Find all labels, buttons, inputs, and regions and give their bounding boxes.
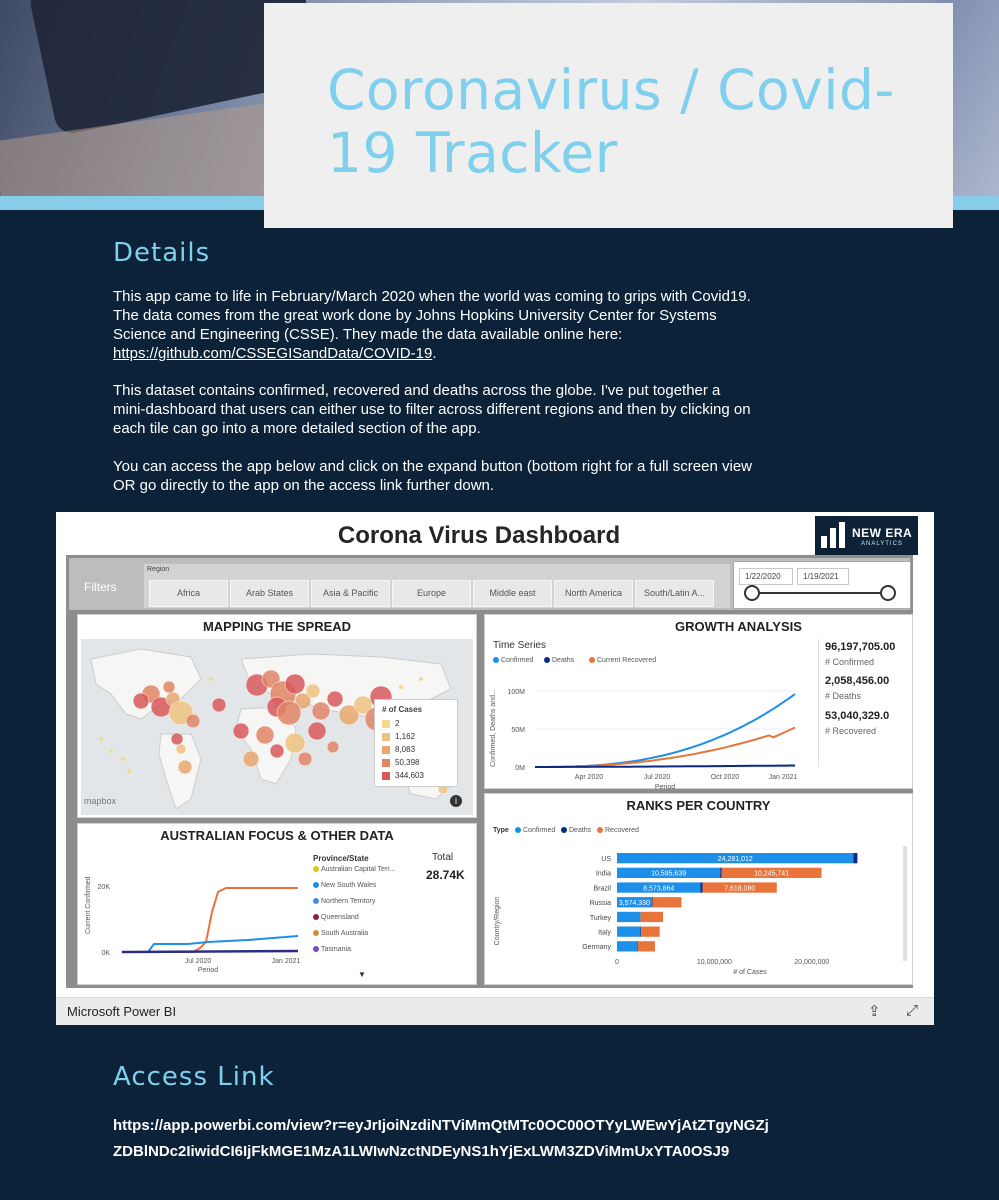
map-bubble bbox=[133, 693, 149, 709]
ranks-y-axis-label: Country/Region bbox=[494, 896, 501, 946]
aus-legend-item[interactable]: Australian Capital Terr... bbox=[313, 866, 395, 873]
ranks-bar-label: 10,595,639 bbox=[651, 870, 687, 878]
aus-legend-item[interactable]: Northern Territory bbox=[313, 898, 375, 905]
region-button-europe[interactable]: Europe bbox=[392, 580, 471, 607]
growth-y-axis-label: Confirmed, Deaths and... bbox=[490, 689, 497, 767]
map-bubble bbox=[243, 751, 259, 767]
map-bubble bbox=[212, 698, 226, 712]
kpi-deaths-value: 2,058,456.00 bbox=[825, 675, 890, 687]
map-legend-swatch bbox=[382, 759, 390, 767]
filters-label: Filters bbox=[84, 580, 117, 594]
details-paragraph-3: You can access the app below and click on the expand button (bottom right for a full screen view OR go directly to the app on the access link further down. bbox=[113, 458, 752, 494]
ranks-bar-label: 7,618,080 bbox=[724, 885, 756, 893]
title-card bbox=[264, 3, 953, 228]
ranks-bar-confirmed bbox=[617, 941, 637, 951]
ranks-category-label: Brazil bbox=[593, 885, 611, 893]
aus-line-nsw bbox=[122, 936, 298, 952]
map-bubble bbox=[277, 701, 301, 725]
map-title: MAPPING THE SPREAD bbox=[202, 619, 352, 634]
kpi-recovered-value: 53,040,329.0 bbox=[825, 710, 890, 722]
aus-line-others bbox=[122, 951, 298, 952]
growth-legend-item: Deaths bbox=[544, 657, 574, 664]
details-p1-after: . bbox=[432, 345, 437, 362]
aus-legend-item[interactable]: Tasmania bbox=[313, 946, 351, 953]
aus-total-label: Total bbox=[432, 852, 454, 863]
map-bubble bbox=[270, 744, 284, 758]
map-bubble bbox=[308, 722, 326, 740]
ranks-bar-label: 8,573,864 bbox=[643, 885, 675, 893]
access-link-url[interactable]: https://app.powerbi.com/view?r=eyJrIjoiNzdiNTViMmQtMTc0OC00OTYyLWEwYjAtZTgyNGZjZDBlNDc2IiwidCI6IjFkMGE1MzA1LWIwNzctNDEyNS1hYjExLWM3ZDViMmUxYTA0OSJ9 bbox=[113, 1117, 769, 1160]
dashboard-title: Corona Virus Dashboard bbox=[337, 522, 621, 549]
map-bubble bbox=[256, 726, 274, 744]
ranks-bar-deaths bbox=[640, 927, 641, 937]
growth-y-tick: 50M bbox=[511, 727, 525, 734]
map-legend-label: 8,083 bbox=[395, 745, 416, 754]
ranks-bar-recovered bbox=[638, 941, 655, 951]
aus-x-tick: Jul 2020 bbox=[184, 958, 212, 965]
ranks-bar-confirmed bbox=[617, 912, 640, 922]
kpi-confirmed-value: 96,197,705.00 bbox=[825, 641, 896, 653]
map-bubble-small bbox=[127, 769, 131, 773]
region-button-north-america[interactable]: North America bbox=[554, 580, 633, 607]
aus-y-tick: 0K bbox=[101, 950, 110, 957]
kpi-deaths-label: # Deaths bbox=[825, 691, 862, 701]
ranks-x-tick: 0 bbox=[615, 959, 619, 966]
aus-total-value: 28.74K bbox=[426, 868, 465, 882]
ranks-legend-item: Recovered bbox=[597, 827, 639, 834]
access-link-heading: Access Link bbox=[113, 1062, 275, 1092]
map-bubble-small bbox=[109, 749, 113, 753]
growth-x-tick: Jan 2021 bbox=[768, 774, 798, 781]
ranks-bar-label: 10,245,741 bbox=[754, 870, 790, 878]
map-bubble bbox=[327, 691, 343, 707]
new-era-logo bbox=[815, 516, 918, 555]
page-title: Coronavirus / Covid-19 Tracker bbox=[327, 58, 895, 185]
ranks-bar-label: 24,281,012 bbox=[717, 856, 753, 863]
ranks-category-label: Germany bbox=[582, 944, 611, 952]
map-bubble bbox=[327, 741, 339, 753]
ranks-bar-deaths bbox=[720, 868, 721, 878]
growth-line-chart[interactable] bbox=[485, 667, 805, 792]
aus-y-axis-label: Current Confirmed bbox=[85, 876, 92, 934]
map-legend-label: 2 bbox=[395, 719, 400, 728]
map-bubble bbox=[285, 733, 305, 753]
growth-line-recovered bbox=[535, 728, 795, 768]
region-button-middle-east[interactable]: Middle east bbox=[473, 580, 552, 607]
ranks-bar-chart[interactable] bbox=[485, 839, 905, 984]
map-bubble-small bbox=[209, 677, 213, 681]
ranks-bar-deaths bbox=[854, 853, 858, 863]
map-bubble bbox=[178, 760, 192, 774]
australian-focus-panel[interactable] bbox=[77, 823, 477, 985]
powerbi-embed[interactable] bbox=[56, 512, 934, 1025]
growth-legend-item: Confirmed bbox=[493, 657, 533, 664]
map-bubble bbox=[176, 744, 186, 754]
powerbi-footer bbox=[56, 997, 934, 1025]
map-bubble-small bbox=[121, 757, 125, 761]
ranks-x-tick: 10,000,000 bbox=[696, 959, 732, 966]
date-slider-start-handle[interactable] bbox=[744, 585, 760, 601]
region-button-arab-states[interactable]: Arab States bbox=[230, 580, 309, 607]
map-bubble-small bbox=[419, 677, 423, 681]
growth-line-confirmed bbox=[535, 694, 795, 767]
growth-y-tick: 100M bbox=[507, 689, 525, 696]
map-bubble bbox=[163, 681, 175, 693]
ranks-category-label: Russia bbox=[589, 900, 611, 908]
map-legend-swatch bbox=[382, 772, 390, 780]
ranks-category-label: India bbox=[595, 870, 611, 878]
ranks-title: RANKS PER COUNTRY bbox=[626, 798, 771, 813]
ranks-category-label: Turkey bbox=[589, 914, 611, 922]
share-icon[interactable]: ⇪ bbox=[868, 1003, 881, 1020]
map-bubble bbox=[298, 752, 312, 766]
details-paragraph-1 bbox=[113, 287, 753, 363]
dashboard-frame bbox=[66, 555, 913, 988]
ranks-legend-item: Confirmed bbox=[515, 827, 555, 834]
kpi-confirmed-label: # Confirmed bbox=[825, 657, 875, 667]
growth-x-tick: Oct 2020 bbox=[710, 774, 740, 781]
aus-legend-item[interactable]: New South Wales bbox=[313, 882, 376, 889]
ranks-legend-item: Deaths bbox=[561, 827, 591, 834]
ranks-x-axis-label: # of Cases bbox=[733, 969, 767, 976]
ranks-bar-confirmed bbox=[617, 927, 640, 937]
aus-x-tick: Jan 2021 bbox=[271, 958, 301, 965]
map-panel[interactable] bbox=[77, 614, 477, 818]
growth-analysis-panel[interactable] bbox=[484, 614, 913, 789]
aus-y-tick: 20K bbox=[97, 884, 110, 891]
map-legend-label: 50,398 bbox=[395, 758, 420, 767]
region-label: Region bbox=[147, 566, 170, 573]
region-button-africa[interactable]: Africa bbox=[149, 580, 228, 607]
region-button-asia-pacific[interactable]: Asia & Pacific bbox=[311, 580, 390, 607]
ranks-category-label: Italy bbox=[598, 929, 611, 937]
ranks-bar-deaths bbox=[652, 897, 653, 907]
map-legend-label: 344,603 bbox=[395, 771, 424, 780]
aus-line-chart[interactable] bbox=[78, 852, 303, 982]
details-heading: Details bbox=[113, 238, 211, 268]
date-start-field[interactable]: 1/22/2020 bbox=[739, 568, 793, 585]
filters-bar bbox=[69, 558, 910, 610]
map-bubble-small bbox=[99, 737, 103, 741]
map-bubble-small bbox=[399, 685, 403, 689]
ranks-x-tick: 20,000,000 bbox=[794, 959, 830, 966]
growth-y-tick: 0M bbox=[515, 765, 525, 772]
date-slider-track[interactable] bbox=[752, 592, 886, 594]
growth-x-tick: Apr 2020 bbox=[574, 774, 604, 781]
ranks-scrollbar[interactable] bbox=[903, 846, 907, 961]
aus-legend-item[interactable]: South Australia bbox=[313, 930, 368, 937]
info-icon[interactable]: i bbox=[450, 795, 462, 807]
growth-title: GROWTH ANALYSIS bbox=[675, 619, 802, 634]
map-bubble bbox=[186, 714, 200, 728]
map-legend bbox=[374, 699, 458, 787]
map-legend-swatch bbox=[382, 746, 390, 754]
growth-legend-item: Current Recovered bbox=[589, 657, 656, 664]
kpi-divider bbox=[818, 639, 819, 767]
growth-x-tick: Jul 2020 bbox=[643, 774, 671, 781]
aus-title: AUSTRALIAN FOCUS & OTHER DATA bbox=[160, 828, 394, 843]
date-end-field[interactable]: 1/19/2021 bbox=[797, 568, 849, 585]
map-bubble bbox=[306, 684, 320, 698]
ranks-legend-title: Type bbox=[493, 827, 509, 834]
ranks-bar-recovered bbox=[641, 912, 663, 922]
growth-x-axis-label: Period bbox=[654, 784, 676, 791]
kpi-recovered-label: # Recovered bbox=[825, 726, 877, 736]
expand-icon[interactable]: ⤢ bbox=[906, 1002, 919, 1019]
map-bubble bbox=[233, 723, 249, 739]
ranks-bar-recovered bbox=[652, 897, 681, 907]
details-paragraph-2: This dataset contains confirmed, recovered and deaths across the globe. I've put together a mini-dashboard that users can either use to filter across different regions and then by clicking on each tile can go into a more detailed section of the app. bbox=[113, 382, 751, 437]
legend-scroll-down-icon[interactable]: ▼ bbox=[358, 970, 366, 979]
date-slider-end-handle[interactable] bbox=[880, 585, 896, 601]
logo-subtext: ANALYTICS bbox=[861, 541, 903, 547]
growth-subtitle: Time Series bbox=[493, 640, 546, 651]
map-bubble bbox=[171, 733, 183, 745]
map-bubble bbox=[312, 702, 330, 720]
map-legend-label: 1,162 bbox=[395, 732, 416, 741]
map-bubble bbox=[285, 674, 305, 694]
aus-legend-title: Province/State bbox=[313, 854, 369, 863]
ranks-category-label: US bbox=[601, 856, 611, 863]
ranks-bar-recovered bbox=[641, 927, 660, 937]
aus-legend-item[interactable]: Queensland bbox=[313, 914, 359, 921]
region-button-south-latin-a-[interactable]: South/Latin A... bbox=[635, 580, 714, 607]
map-legend-title: # of Cases bbox=[382, 705, 423, 714]
details-p1-text: This app came to life in February/March 2020 when the world was coming to grips with Covid19. The data comes from the great work done by Johns Hopkins University Center for Systems Science and Engineering (CSSE). They made the data available online here: bbox=[113, 288, 751, 343]
logo-text: NEW ERA bbox=[852, 526, 913, 540]
ranks-per-country-panel[interactable] bbox=[484, 793, 913, 985]
github-link[interactable]: https://github.com/CSSEGISandData/COVID-19 bbox=[113, 345, 433, 362]
powerbi-brand-link[interactable]: Microsoft Power BI bbox=[67, 1004, 177, 1019]
aus-x-axis-label: Period bbox=[197, 967, 219, 974]
ranks-bar-label: 3,574,330 bbox=[618, 900, 650, 908]
map-legend-swatch bbox=[382, 733, 390, 741]
date-range-slicer[interactable] bbox=[733, 561, 911, 609]
map-legend-swatch bbox=[382, 720, 390, 728]
mapbox-attribution: mapbox bbox=[84, 796, 117, 806]
ranks-bar-deaths bbox=[701, 882, 703, 892]
